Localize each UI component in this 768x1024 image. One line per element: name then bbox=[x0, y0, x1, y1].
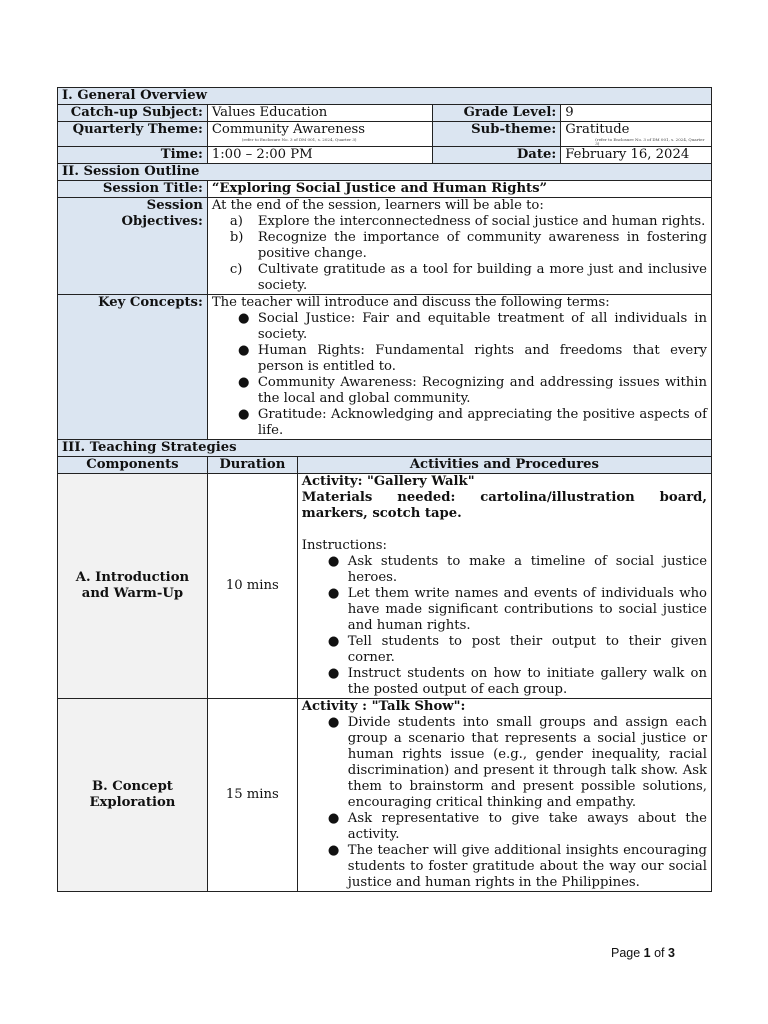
objectives-label-line1: Session bbox=[146, 198, 203, 213]
key-concepts-cell bbox=[207, 295, 711, 440]
concept-text: Human Rights: Fundamental rights and freedoms that every person is entitled to. bbox=[257, 343, 707, 374]
bullet-icon: ● bbox=[327, 843, 340, 858]
step-text: Instruct students on how to initiate gallery walk on the posted output of each group. bbox=[347, 666, 707, 697]
activities-cell bbox=[297, 474, 711, 699]
activity-title: Activity : "Talk Show": bbox=[301, 699, 466, 714]
page-total: 3 bbox=[668, 946, 675, 960]
key-concepts-label: Key Concepts: bbox=[58, 295, 208, 440]
instructions-list bbox=[302, 715, 707, 891]
step-text: Ask representative to give take aways about the activity. bbox=[347, 811, 707, 842]
step-text: Divide students into small groups and assign each group a scenario that represents a social justice or human rights issue (e.g., gender inequality, racial discrimination) and present it through talk show. Ask them to brainstorm and present possible solutions, encouraging critical thinking and empathy. bbox=[347, 715, 707, 810]
duration-cell: 10 mins bbox=[207, 474, 297, 699]
list-item bbox=[328, 634, 707, 666]
column-header-duration: Duration bbox=[207, 457, 297, 474]
list-item bbox=[328, 715, 707, 811]
theme-value: Community Awareness bbox=[211, 122, 366, 137]
column-header-activities: Activities and Procedures bbox=[297, 457, 711, 474]
objectives-list bbox=[212, 214, 707, 294]
page-number: 1 bbox=[643, 946, 651, 960]
objective-marker: b) bbox=[229, 230, 244, 245]
subtheme-note: (refer to Enclosure No. 3 of DM 001, s. 2024, Quarter 3) bbox=[595, 137, 705, 146]
page-footer-of: of bbox=[650, 946, 668, 960]
activities-cell bbox=[297, 699, 711, 892]
objectives-cell bbox=[207, 198, 711, 295]
objective-item bbox=[220, 262, 707, 294]
bullet-icon: ● bbox=[327, 666, 340, 681]
instructions-list bbox=[302, 554, 707, 698]
subject-label: Catch-up Subject: bbox=[58, 105, 208, 122]
list-item bbox=[328, 843, 707, 891]
list-item bbox=[328, 554, 707, 586]
objectives-label-line2: Objectives: bbox=[121, 214, 203, 229]
objective-text: Explore the interconnectedness of social justice and human rights. bbox=[257, 214, 706, 229]
theme-note: (refer to Enclosure No. 3 of DM 001, s. 2024, Quarter 3) bbox=[241, 137, 357, 142]
grade-value: 9 bbox=[561, 105, 712, 122]
activity-title: Activity: "Gallery Walk" bbox=[301, 474, 475, 489]
objective-item bbox=[220, 230, 707, 262]
objective-text: Recognize the importance of community awareness in fostering positive change. bbox=[257, 230, 707, 261]
materials-text: Materials needed: cartolina/illustration board, markers, scotch tape. bbox=[301, 490, 707, 521]
theme-cell bbox=[207, 122, 433, 147]
concept-item bbox=[238, 407, 707, 439]
date-label: Date: bbox=[433, 147, 561, 164]
bullet-icon: ● bbox=[327, 715, 340, 730]
step-text: Tell students to post their output to their given corner. bbox=[347, 634, 707, 665]
objective-text: Cultivate gratitude as a tool for building a more just and inclusive society. bbox=[257, 262, 707, 293]
subtheme-value: Gratitude bbox=[565, 122, 630, 137]
objectives-intro: At the end of the session, learners will be able to: bbox=[211, 198, 544, 213]
concept-item bbox=[238, 311, 707, 343]
concept-text: Gratitude: Acknowledging and appreciating the positive aspects of life. bbox=[257, 407, 707, 438]
component-cell: A. Introduction and Warm-Up bbox=[58, 474, 208, 699]
concept-item bbox=[238, 343, 707, 375]
duration-cell: 15 mins bbox=[207, 699, 297, 892]
table-row bbox=[58, 474, 712, 699]
instructions-label: Instructions: bbox=[301, 538, 387, 553]
column-header-components: Components bbox=[58, 457, 208, 474]
lesson-plan-table bbox=[57, 87, 712, 892]
step-text: Ask students to make a timeline of social justice heroes. bbox=[347, 554, 707, 585]
key-concepts-intro: The teacher will introduce and discuss the following terms: bbox=[211, 295, 610, 310]
section-heading-overview: I. General Overview bbox=[58, 88, 712, 105]
grade-label: Grade Level: bbox=[433, 105, 561, 122]
concept-text: Social Justice: Fair and equitable treatment of all individuals in society. bbox=[257, 311, 707, 342]
list-item bbox=[328, 586, 707, 634]
section-heading-strategies: III. Teaching Strategies bbox=[58, 440, 712, 457]
subtheme-label: Sub-theme: bbox=[433, 122, 561, 147]
table-row bbox=[58, 699, 712, 892]
bullet-icon: ● bbox=[237, 375, 250, 390]
date-value: February 16, 2024 bbox=[561, 147, 712, 164]
bullet-icon: ● bbox=[327, 586, 340, 601]
subject-value: Values Education bbox=[207, 105, 433, 122]
list-item bbox=[328, 666, 707, 698]
objective-marker: c) bbox=[229, 262, 243, 277]
page-footer-prefix: Page bbox=[611, 946, 644, 960]
bullet-icon: ● bbox=[237, 407, 250, 422]
step-text: Let them write names and events of individuals who have made significant contributions to social justice and human rights. bbox=[347, 586, 707, 633]
bullet-icon: ● bbox=[327, 634, 340, 649]
session-title-value: “Exploring Social Justice and Human Rights” bbox=[207, 181, 711, 198]
subtheme-cell bbox=[561, 122, 712, 147]
step-text: The teacher will give additional insights encouraging students to foster gratitude about the way our social justice and human rights in the Philippines. bbox=[347, 843, 707, 890]
session-title-label: Session Title: bbox=[58, 181, 208, 198]
component-cell: B. Concept Exploration bbox=[58, 699, 208, 892]
bullet-icon: ● bbox=[327, 554, 340, 569]
page-footer bbox=[611, 946, 675, 960]
objectives-label bbox=[58, 198, 208, 295]
concept-item bbox=[238, 375, 707, 407]
time-label: Time: bbox=[58, 147, 208, 164]
objective-item bbox=[220, 214, 707, 230]
theme-label: Quarterly Theme: bbox=[58, 122, 208, 147]
bullet-icon: ● bbox=[237, 343, 250, 358]
time-value: 1:00 – 2:00 PM bbox=[207, 147, 433, 164]
section-heading-outline: II. Session Outline bbox=[58, 164, 712, 181]
list-item bbox=[328, 811, 707, 843]
objective-marker: a) bbox=[229, 214, 243, 229]
bullet-icon: ● bbox=[237, 311, 250, 326]
bullet-icon: ● bbox=[327, 811, 340, 826]
concept-text: Community Awareness: Recognizing and addressing issues within the local and global community. bbox=[257, 375, 707, 406]
key-concepts-list bbox=[212, 311, 707, 439]
